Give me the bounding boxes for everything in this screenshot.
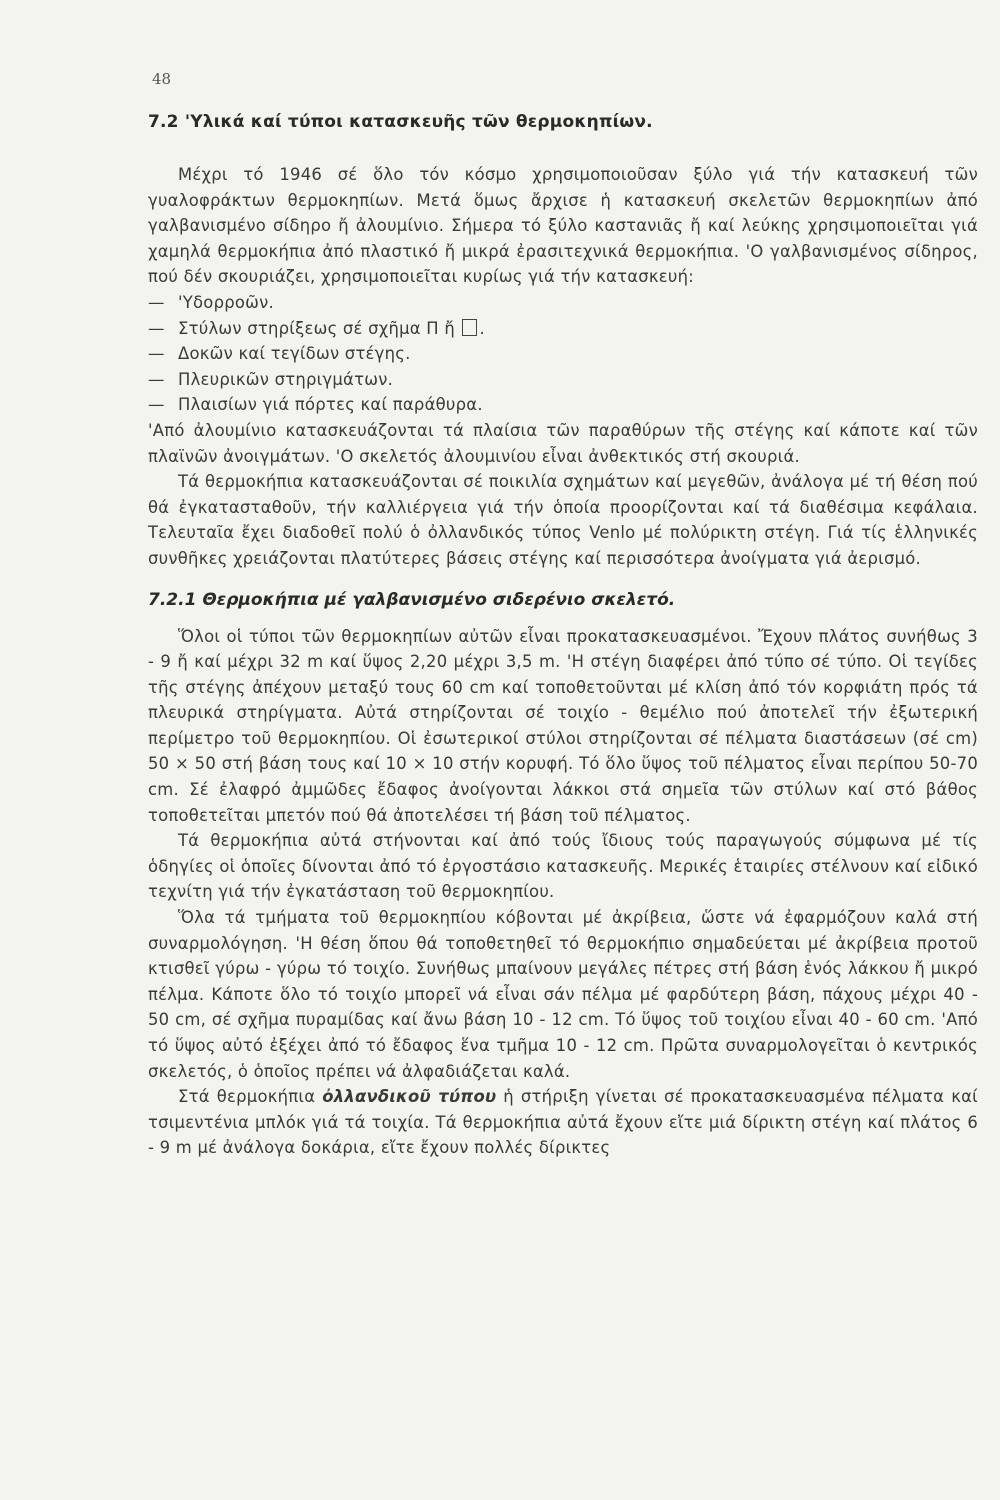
list-dash: —	[148, 292, 165, 312]
list-item	[148, 290, 978, 316]
page-number: 48	[152, 70, 172, 88]
list-dash: —	[148, 318, 165, 338]
list-item	[148, 392, 978, 418]
list-item-text: Πλαισίων γιά πόρτες καί παράθυρα.	[178, 395, 483, 415]
list-dash: —	[148, 344, 165, 364]
body-paragraph-2: Τά θερμοκήπια αὐτά στήνονται καί ἀπό τούς ἴδιους τούς παραγωγούς σύμφωνα μέ τίς ὁδηγίες οἱ ὁποῖες δίνονται ἀπό τό ἐργοστάσιο κατασκευῆς. Μερικές ἑταιρίες στέλνουν καί εἰδικό τεχνίτη γιά τήν ἐγκατάσταση τοῦ θερμοκηπίου.	[148, 831, 978, 902]
aluminium-paragraph: 'Από ἀλουμίνιο κατασκευάζονται τά πλαίσια τῶν παραθύρων τῆς στέγης καί κάποτε καί τῶν πλαϊνῶν ἀνοιγμάτων. 'Ο σκελετός ἀλουμινίου εἶναι ἀνθεκτικός στή σκουριά.	[148, 420, 978, 466]
section-title: 7.2 'Υλικά καί τύποι κατασκευῆς τῶν θερμοκηπίων.	[148, 112, 653, 132]
list-item-text-end: .	[479, 318, 485, 338]
body-paragraph-4	[148, 1084, 978, 1161]
shapes-paragraph: Τά θερμοκήπια κατασκευάζονται σέ ποικιλία σχημάτων καί μεγεθῶν, ἀνάλογα μέ τή θέση πού θά ἐγκατασταθοῦν, τήν καλλιέργεια γιά τήν ὁποία προορίζονται καί τά διαθέσιμα κεφάλαια. Τελευταῖα ἔχει διαδοθεῖ πολύ ὁ ὀλλανδικός τύπος Venlo μέ πολύρικτη στέγη. Γιά τίς ἑλληνικές συνθῆκες χρειάζονται πλατύτερες βάσεις στέγης καί περισσότερα ἀνοίγματα γιά ἀερισμό.	[148, 472, 978, 568]
body-paragraph-3: Ὅλα τά τμήματα τοῦ θερμοκηπίου κόβονται μέ ἀκρίβεια, ὥστε νά ἐφαρμόζουν καλά στή συναρμολόγηση. 'Η θέση ὅπου θά τοποθετηθεῖ τό θερμοκήπιο σημαδεύεται μέ ἀκρίβεια προτοῦ κτισθεῖ γύρω - γύρω τό τοιχίο. Συνήθως μπαίνουν μεγάλες πέτρες στή βάση ἑνός λάκκου ἤ μικρό πέλμα. Κάποτε ὅλο τό τοιχίο μπορεῖ νά εἶναι σάν πέλμα μέ φαρδύτερη βάση, πάχους μέχρι 40 - 50 cm, σέ σχῆμα πυραμίδας καί ἄνω βάση 10 - 12 cm. Τό ὕψος τοῦ τοιχίου εἶναι 40 - 60 cm. 'Από τό ὕψος αὐτό ἐξέχει ἀπό τό ἔδαφος ἕνα τμῆμα 10 - 12 cm. Πρῶτα συναρμολογεῖται ὁ κεντρικός σκελετός, ὁ ὁποῖος πρέπει νά ἀλφαδιάζεται καλά.	[148, 908, 978, 1081]
list-dash: —	[148, 395, 165, 415]
list-item	[148, 316, 978, 342]
list-item-text: 'Υδορροῶν.	[178, 292, 275, 312]
list-item	[148, 341, 978, 367]
list-dash: —	[148, 369, 165, 389]
p4-emphasis: ὀλλανδικοῦ τύπου	[322, 1087, 497, 1107]
page-content	[148, 112, 978, 1161]
intro-paragraph: Μέχρι τό 1946 σέ ὅλο τόν κόσμο χρησιμοποιοῦσαν ξύλο γιά τήν κατασκευή τῶν γυαλοφράκτων θερμοκηπίων. Μετά ὅμως ἄρχισε ἡ κατασκευή σκελετῶν θερμοκηπίων ἀπό γαλβανισμένο σίδηρο ἤ ἀλουμίνιο. Σήμερα τό ξύλο καστανιᾶς ἤ καί λεύκης χρησιμοποιεῖται γιά χαμηλά θερμοκήπια ἀπό πλαστικό ἤ μικρά ἐρασιτεχνικά θερμοκήπια. 'Ο γαλβανισμένος σίδηρος, πού δέν σκουριάζει, χρησιμοποιεῖται κυρίως γιά τήν κατασκευή:	[148, 165, 978, 287]
square-shape-icon	[462, 319, 477, 336]
p4-end: ἡ στήριξη γίνεται σέ προκατασκευασμένα πέλματα καί τσιμεντένια μπλόκ γιά τά τοιχία. Τά θερμοκήπια αὐτά ἔχουν εἴτε μιά δίρικτη στέγη καί πλάτος 6 - 9 m μέ ἀνάλογα δοκάρια, εἴτε ἔχουν πολλές δίρικτες	[148, 1087, 978, 1158]
body-paragraph-1: Ὅλοι οἱ τύποι τῶν θερμοκηπίων αὐτῶν εἶναι προκατασκευασμένοι. Ἔχουν πλάτος συνήθως 3 - 9 ἤ καί μέχρι 32 m καί ὕψος 2,20 μέχρι 3,5 m. 'Η στέγη διαφέρει ἀπό τύπο σέ τύπο. Οἱ τεγίδες τῆς στέγης ἀπέχουν μεταξύ τους 60 cm καί τοποθετοῦνται μέ κλίση ἀπό τόν κορφιάτη πρός τά πλευρικά στηρίγματα. Αὐτά στηρίζονται σέ τοιχίο - θεμέλιο πού ἀποτελεῖ τήν ἐξωτερική περίμετρο τοῦ θερμοκηπίου. Οἱ ἐσωτερικοί στύλοι στηρίζονται σέ πέλματα διαστάσεων (σέ cm) 50 × 50 στή βάση τους καί 10 × 10 στήν κορυφή. Τό ὅλο ὕψος τοῦ πέλματος εἶναι περίπου 50-70 cm. Σέ ἐλαφρό ἀμμῶδες ἔδαφος ἀνοίγονται λάκκοι στά σημεῖα τῶν στύλων καί στό βάθος τοποθετεῖται μπετόν πού θά ἀποτελέσει τή βάση τοῦ πέλματος.	[148, 626, 978, 825]
list-item-text: Στύλων στηρίξεως σέ σχῆμα Π ἤ	[178, 318, 455, 338]
p4-start: Στά θερμοκήπια	[178, 1087, 316, 1107]
usage-list	[148, 290, 978, 418]
list-item-text: Δοκῶν καί τεγίδων στέγης.	[178, 344, 411, 364]
list-item-text: Πλευρικῶν στηριγμάτων.	[178, 369, 394, 389]
list-item	[148, 367, 978, 393]
subsection-title: 7.2.1 Θερμοκήπια μέ γαλβανισμένο σιδερένιο σκελετό.	[148, 589, 676, 610]
